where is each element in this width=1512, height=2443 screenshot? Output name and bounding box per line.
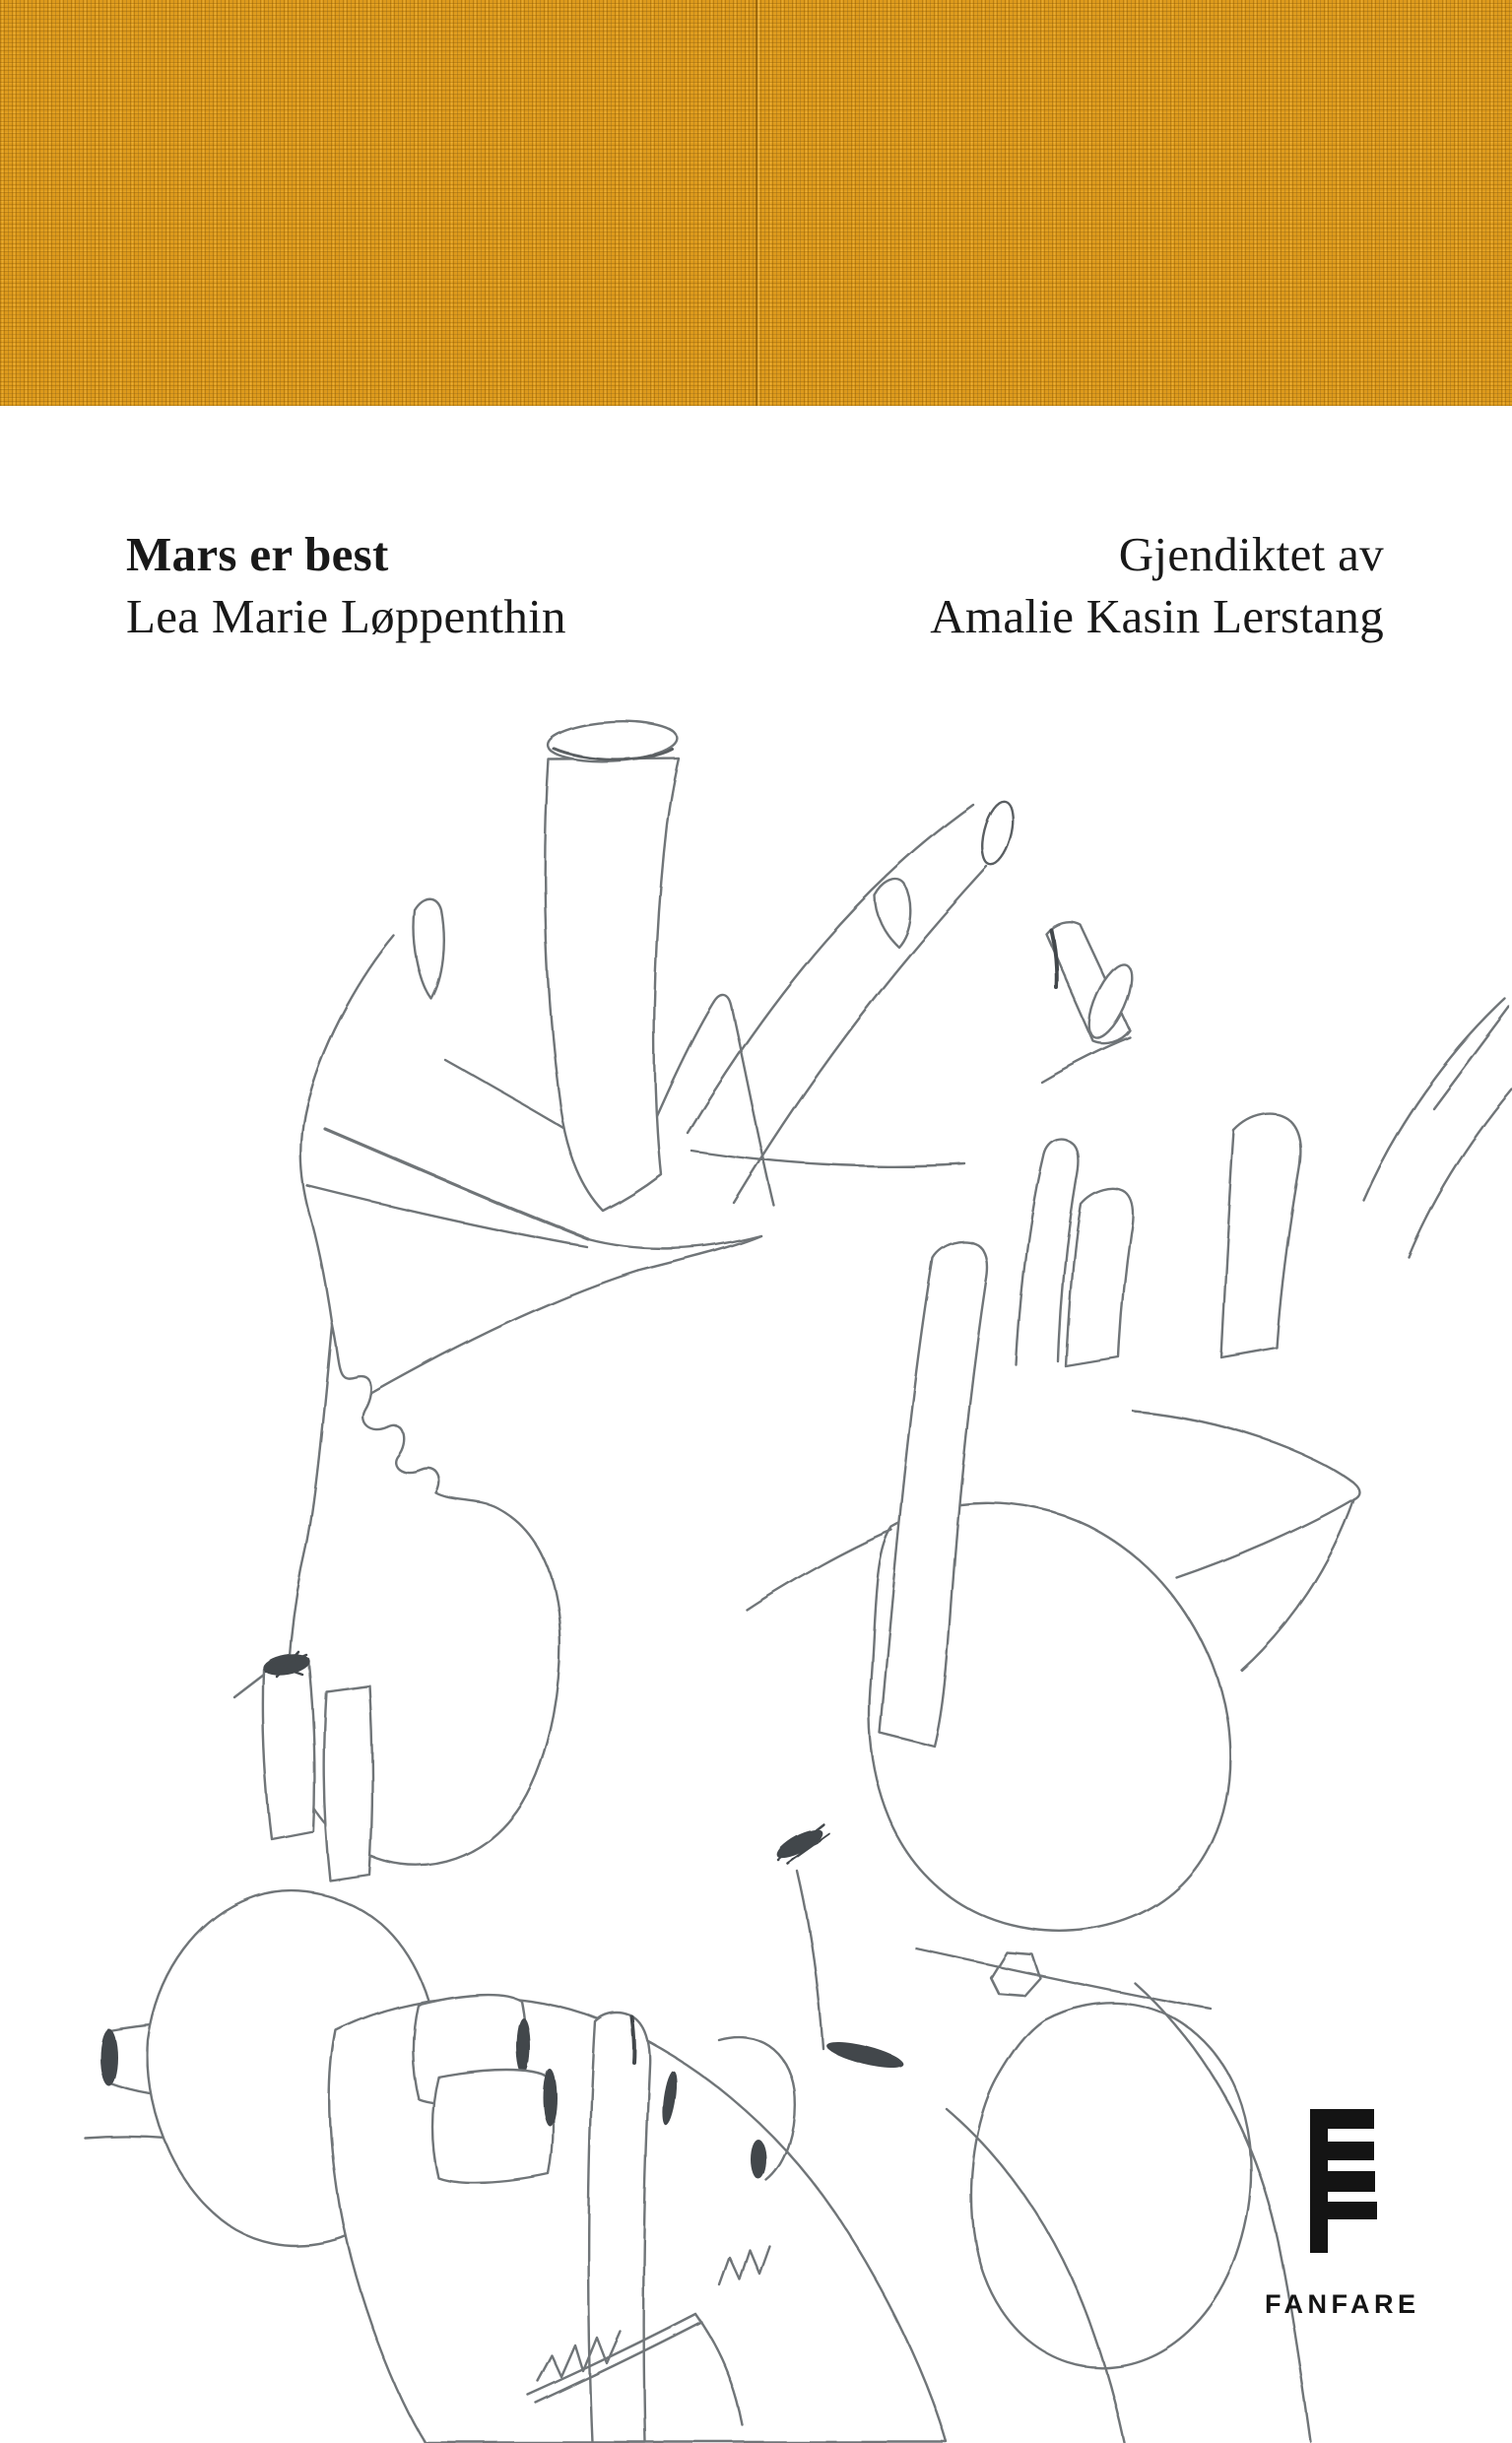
author-name: Lea Marie Løppenthin [126, 589, 566, 643]
translation-credit: Gjendiktet av [1118, 527, 1384, 581]
fanfare-logo-mark [1310, 2109, 1377, 2253]
book-title: Mars er best [126, 527, 389, 581]
translator-name: Amalie Kasin Lerstang [930, 589, 1384, 643]
fanfare-wordmark: FANFARE [1265, 2289, 1420, 2319]
